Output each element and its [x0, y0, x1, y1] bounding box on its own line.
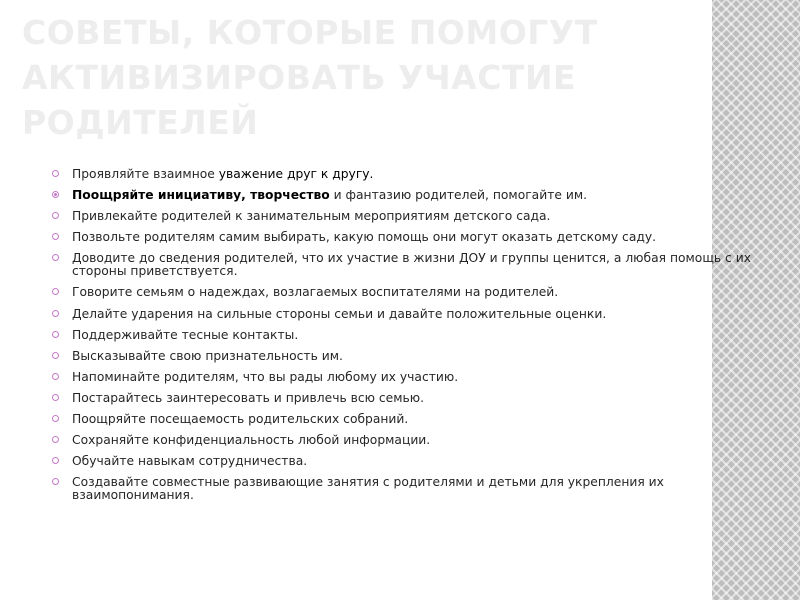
circle-bullet-icon	[52, 288, 59, 295]
circle-bullet-icon	[52, 415, 59, 422]
title-line: РОДИТЕЛЕЙ	[22, 103, 259, 142]
circle-bullet-icon	[52, 331, 59, 338]
tip-item	[50, 308, 770, 321]
circle-bullet-icon	[52, 436, 59, 443]
tip-text: Сохраняйте конфиденциальность любой информации.	[72, 433, 431, 448]
tip-text: Позвольте родителям самим выбирать, какую помощь они могут оказать детскому саду.	[72, 230, 657, 245]
circle-bullet-icon	[52, 373, 59, 380]
circle-bullet-icon	[52, 170, 59, 177]
tip-item	[50, 252, 770, 278]
tip-text: Создавайте совместные развивающие занятия с родителями и детьми для укрепления их взаимопонимания.	[72, 475, 664, 503]
circle-bullet-icon	[52, 310, 59, 317]
tip-item	[50, 434, 770, 447]
title-line: АКТИВИЗИРОВАТЬ УЧАСТИЕ	[22, 58, 577, 97]
tip-text: Проявляйте взаимное	[72, 167, 219, 181]
tip-text: и фантазию родителей, помогайте им.	[329, 188, 588, 203]
tip-item	[50, 371, 770, 384]
circle-bullet-icon	[52, 212, 59, 219]
tip-text: Поощряйте посещаемость родительских собраний.	[72, 412, 409, 427]
circle-bullet-icon	[52, 352, 59, 359]
circle-bullet-icon	[52, 254, 59, 261]
tip-item	[50, 168, 770, 181]
tip-item	[50, 286, 770, 299]
tip-text: Поддерживайте тесные контакты.	[72, 327, 299, 342]
tip-text: Привлекайте родителей к занимательным мероприятиям детского сада.	[72, 209, 551, 224]
title-line: СОВЕТЫ, КОТОРЫЕ ПОМОГУТ	[22, 13, 598, 52]
tip-item	[50, 455, 770, 468]
tip-text: Говорите семьям о надеждах, возлагаемых воспитателями на родителей.	[72, 285, 559, 300]
tip-text: Обучайте навыкам сотрудничества.	[72, 454, 308, 469]
tip-text: Постарайтесь заинтересовать и привлечь всю семью.	[72, 390, 425, 405]
tip-item	[50, 392, 770, 405]
tip-text: Высказывайте свою признательность им.	[72, 348, 343, 363]
circle-bullet-icon	[52, 478, 59, 485]
tip-text: Доводите до сведения родителей, что их участие в жизни ДОУ и группы ценится, а любая помощь с их стороны приветствуется.	[72, 251, 752, 279]
tip-item	[50, 350, 770, 363]
tip-item	[50, 476, 770, 502]
slide-title	[22, 10, 702, 145]
tip-item	[50, 231, 770, 244]
tip-item	[50, 413, 770, 426]
tip-emphasis: уважение друг к другу.	[218, 167, 374, 181]
tip-item	[50, 329, 770, 342]
circle-bullet-icon	[52, 191, 59, 198]
tip-item	[50, 210, 770, 223]
tip-text: Напоминайте родителям, что вы рады любому их участию.	[72, 369, 459, 384]
circle-bullet-icon	[52, 233, 59, 240]
tip-text: Делайте ударения на сильные стороны семьи и давайте положительные оценки.	[72, 306, 607, 321]
tips-list	[50, 168, 770, 510]
tip-emphasis: Поощряйте инициативу, творчество	[72, 188, 330, 203]
tip-item	[50, 189, 770, 202]
circle-bullet-icon	[52, 457, 59, 464]
circle-bullet-icon	[52, 394, 59, 401]
